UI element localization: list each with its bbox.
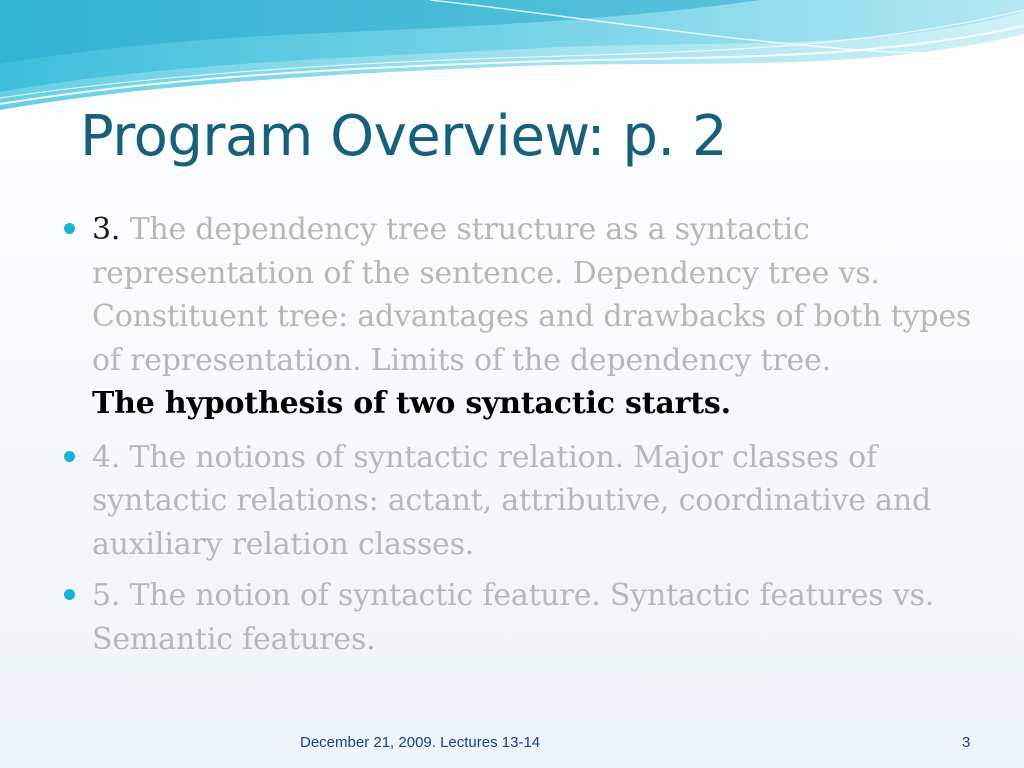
bullet-item-5 [62,574,982,661]
slide-title: Program Overview: p. 2 [80,104,728,169]
bullet-dot-icon [64,451,75,462]
bullet-dot-icon [64,589,75,600]
bullet-text: 5. The notion of syntactic feature. Syntactic features vs. Semantic features. [92,578,935,657]
bullet-emphasis-text: The hypothesis of two syntactic starts. [92,386,731,421]
bullet-number: 3. [92,212,121,247]
bullet-list [62,208,982,661]
bullet-item-3 [62,208,982,426]
bullet-text: 4. The notions of syntactic relation. Major classes of syntactic relations: actant, attributive, coordinative and auxiliary relation classes. [92,439,931,562]
bullet-dot-icon [64,223,75,234]
footer-date: December 21, 2009. Lectures 13-14 [300,734,541,751]
bullet-item-4 [62,436,982,567]
bullet-text: The dependency tree structure as a syntactic representation of the sentence. Dependency tree vs. Constituent tree: advantages and drawbacks of both types of representation. Limits of the dependency tree. [92,212,972,378]
slide-number: 3 [962,734,971,751]
